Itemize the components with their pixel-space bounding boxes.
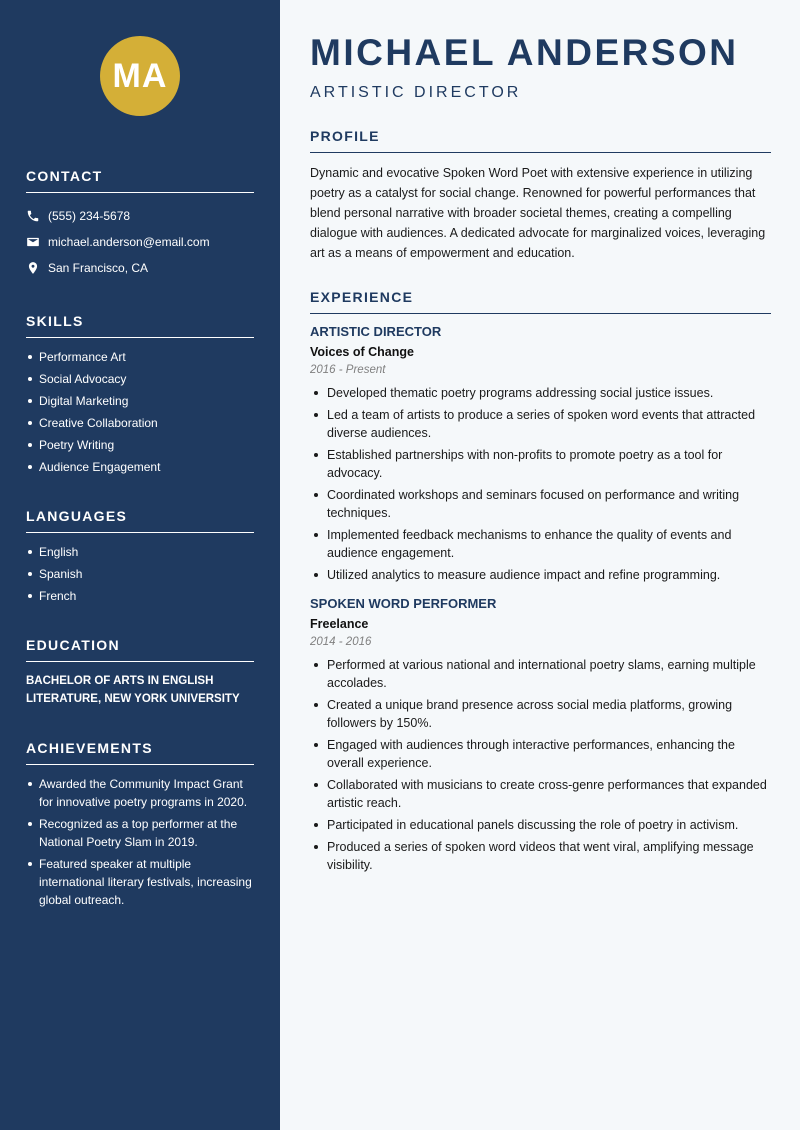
achievement-item: Featured speaker at multiple international literary festivals, increasing global outreach. [26,855,254,909]
language-item: Spanish [26,565,254,583]
skill-item: Poetry Writing [26,436,254,454]
skill-item: Audience Engagement [26,458,254,476]
job-dates: 2016 - Present [310,364,386,376]
language-item: French [26,587,254,605]
achievement-item: Recognized as a top performer at the National Poetry Slam in 2019. [26,815,254,851]
education-section [26,637,254,708]
skill-item: Performance Art [26,348,254,366]
main-content [280,0,800,1130]
job-bullet: Coordinated workshops and seminars focused on performance and writing techniques. [310,486,771,522]
job-entry [310,596,771,874]
phone-icon [26,209,40,223]
job-company: Voices of Change [310,345,414,359]
job-bullet: Created a unique brand presence across social media platforms, growing followers by 150%. [310,696,771,732]
job-bullet: Utilized analytics to measure audience impact and refine programming. [310,566,771,584]
candidate-name: MICHAEL ANDERSON [310,32,739,73]
contact-section [26,168,254,281]
sidebar [0,0,280,1130]
skill-item: Social Advocacy [26,370,254,388]
job-bullets [310,384,771,584]
job-bullets [310,656,771,874]
job-dates: 2014 - 2016 [310,636,372,648]
avatar-initials: MA [100,36,180,116]
experience-heading: EXPERIENCE [310,289,771,314]
profile-text: Dynamic and evocative Spoken Word Poet with extensive experience in utilizing poetry as a catalyst for social change. Renowned for powerful performances that blend personal narrative with broader societal themes, creating a compelling dialogue with audiences. A dedicated advocate for marginalized voices, leveraging art as a means of empowerment and education. [310,166,766,260]
job-bullet: Led a team of artists to produce a series of spoken word events that attracted diverse audiences. [310,406,771,442]
contact-phone [26,203,254,229]
skills-section [26,313,254,476]
job-title: ARTISTIC DIRECTOR [310,324,442,339]
achievement-item: Awarded the Community Impact Grant for innovative poetry programs in 2020. [26,775,254,811]
skills-list [26,348,254,476]
job-bullet: Established partnerships with non-profits to promote poetry as a tool for advocacy. [310,446,771,482]
contact-heading: CONTACT [26,168,254,193]
location-pin-icon [26,261,40,275]
skill-item: Creative Collaboration [26,414,254,432]
education-degree: BACHELOR OF ARTS IN ENGLISH LITERATURE, NEW YORK UNIVERSITY [26,675,240,705]
job-title: SPOKEN WORD PERFORMER [310,596,497,611]
job-bullet: Developed thematic poetry programs addressing social justice issues. [310,384,771,402]
phone-text: (555) 234-5678 [48,209,131,223]
achievements-section [26,740,254,909]
job-entry [310,324,771,584]
job-bullet: Collaborated with musicians to create cross-genre performances that expanded artistic reach. [310,776,771,812]
profile-heading: PROFILE [310,128,771,153]
job-bullet: Performed at various national and international poetry slams, earning multiple accolades. [310,656,771,692]
job-bullet: Implemented feedback mechanisms to enhance the quality of events and audience engagement. [310,526,771,562]
location-text: San Francisco, CA [48,261,149,275]
achievements-list [26,775,254,909]
skill-item: Digital Marketing [26,392,254,410]
job-bullet: Participated in educational panels discussing the role of poetry in activism. [310,816,771,834]
contact-email [26,229,254,255]
language-item: English [26,543,254,561]
candidate-title: ARTISTIC DIRECTOR [310,84,522,101]
experience-section [310,289,771,874]
job-bullet: Engaged with audiences through interactive performances, enhancing the overall experience. [310,736,771,772]
job-company: Freelance [310,617,369,631]
contact-location [26,255,254,281]
profile-section [310,128,771,263]
achievements-heading: ACHIEVEMENTS [26,740,254,765]
languages-section [26,508,254,605]
languages-list [26,543,254,605]
job-bullet: Produced a series of spoken word videos that went viral, amplifying message visibility. [310,838,771,874]
email-icon [26,235,40,249]
education-heading: EDUCATION [26,637,254,662]
skills-heading: SKILLS [26,313,254,338]
email-text: michael.anderson@email.com [48,235,210,249]
languages-heading: LANGUAGES [26,508,254,533]
